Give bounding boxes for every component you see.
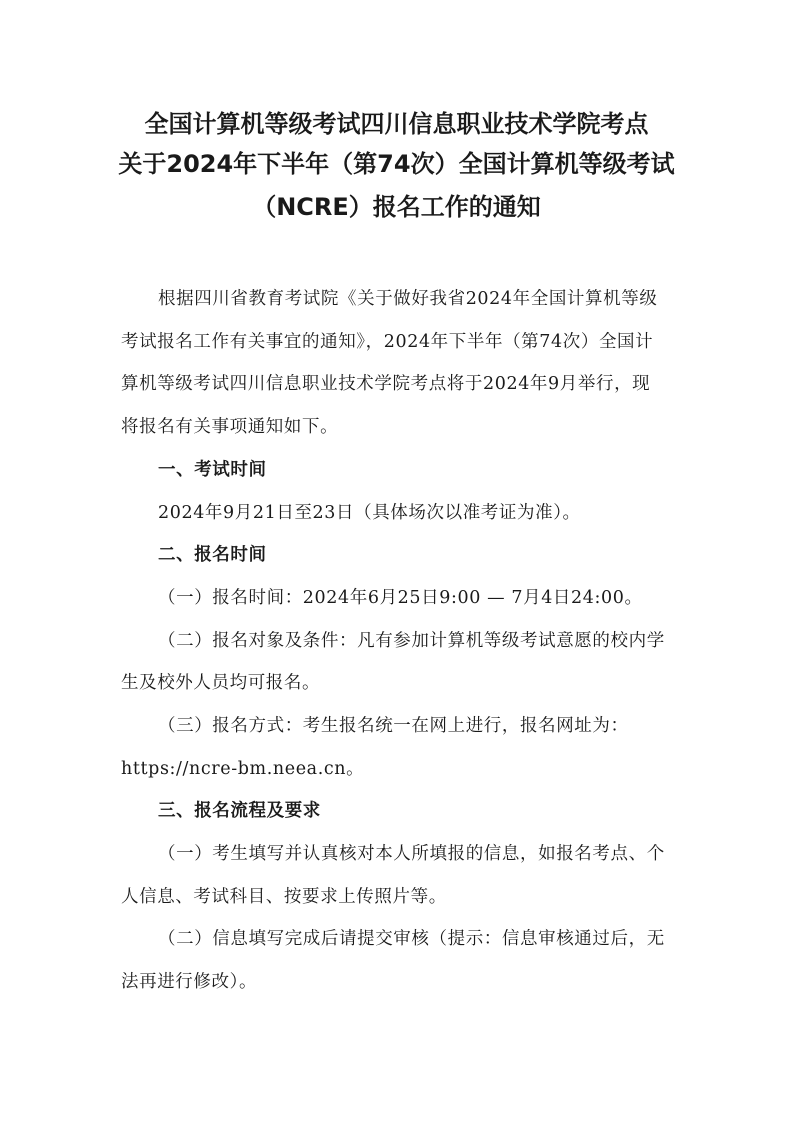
section-heading-process: 三、报名流程及要求: [158, 801, 321, 821]
section-heading-registration-time: 二、报名时间: [158, 545, 267, 565]
notice-title-line-1: 全国计算机等级考试四川信息职业技术学院考点: [144, 110, 649, 138]
process-item-1-line-2: 人信息、考试科目、按要求上传照片等。: [121, 887, 447, 907]
intro-line-1: 根据四川省教育考试院《关于做好我省2024年全国计算机等级: [158, 289, 658, 309]
registration-eligibility-line-2: 生及校外人员均可报名。: [121, 673, 321, 693]
registration-url: https://ncre-bm.neea.cn。: [121, 759, 365, 779]
intro-line-3: 算机等级考试四川信息职业技术学院考点将于2024年9月举行，现: [121, 374, 651, 394]
exam-time-text: 2024年9月21日至23日（具体场次以准考证为准）。: [158, 503, 581, 523]
registration-eligibility-line-1: （二）报名对象及条件：凡有参加计算机等级考试意愿的校内学: [158, 631, 665, 651]
intro-line-4: 将报名有关事项通知如下。: [121, 417, 339, 437]
notice-title-line-2: 关于2024年下半年（第74次）全国计算机等级考试: [118, 150, 675, 178]
intro-line-2: 考试报名工作有关事宜的通知》，2024年下半年（第74次）全国计: [121, 332, 654, 352]
notice-title-line-3: （NCRE）报名工作的通知: [252, 193, 541, 221]
registration-time-item-1: （一）报名时间：2024年6月25日9:00 — 7月4日24:00。: [158, 588, 643, 608]
process-item-2-line-2: 法再进行修改）。: [121, 972, 258, 992]
section-heading-exam-time: 一、考试时间: [158, 460, 267, 480]
process-item-1-line-1: （一）考生填写并认真核对本人所填报的信息，如报名考点、个: [158, 844, 665, 864]
process-item-2-line-1: （二）信息填写完成后请提交审核（提示：信息审核通过后，无: [158, 929, 665, 949]
registration-method-line-1: （三）报名方式：考生报名统一在网上进行，报名网址为：: [158, 716, 629, 736]
